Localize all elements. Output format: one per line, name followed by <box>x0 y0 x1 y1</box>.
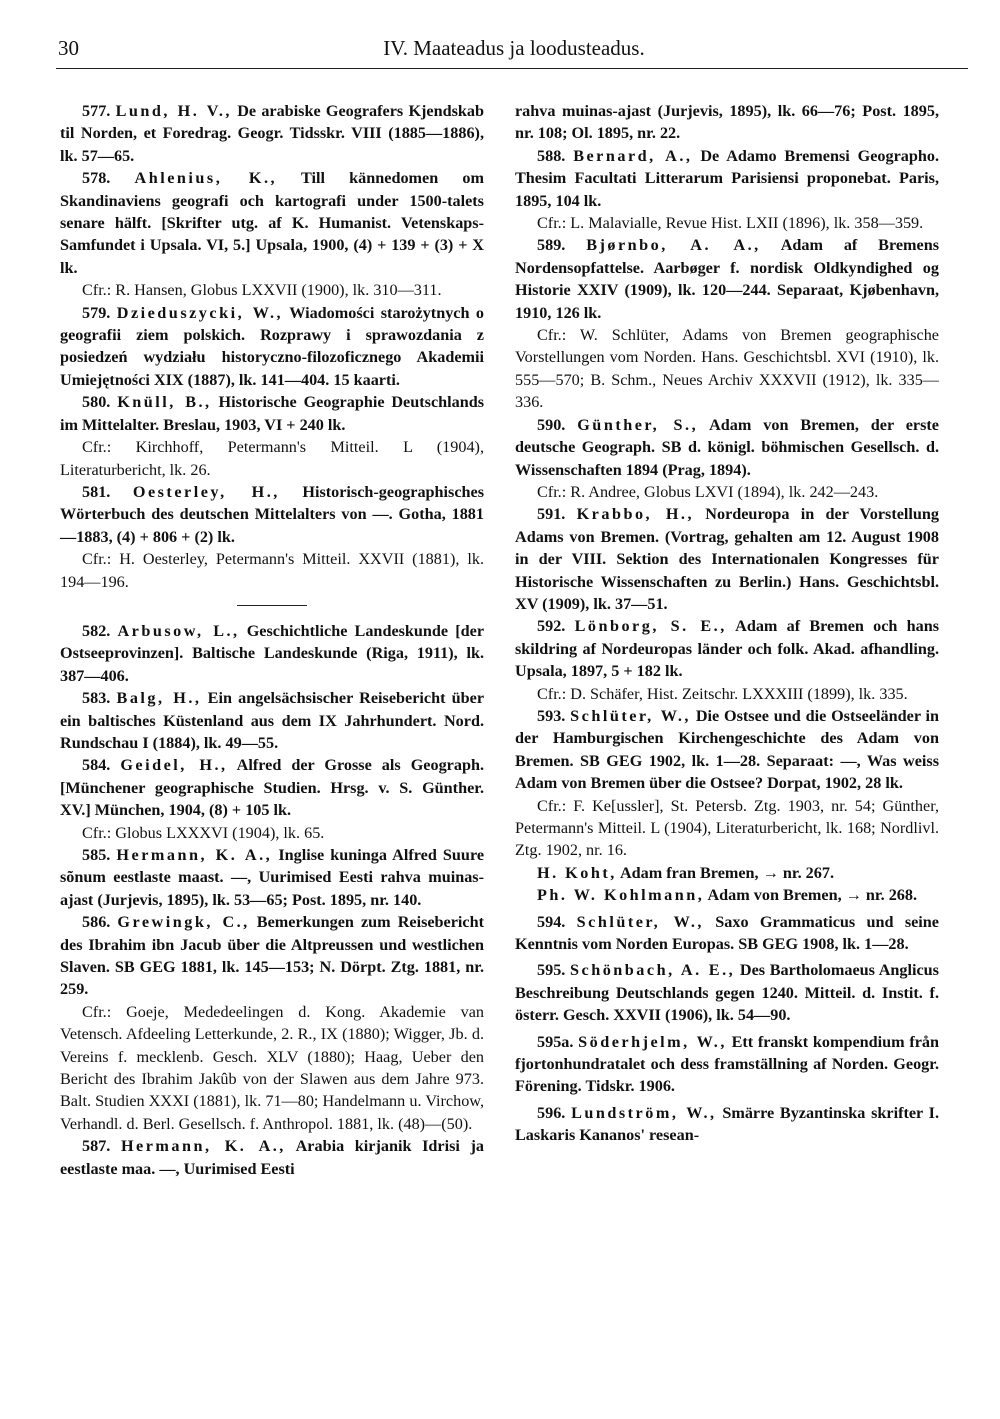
entry-number: 577. <box>82 102 111 120</box>
entry-579 <box>60 302 484 392</box>
entry-593 <box>515 705 939 862</box>
page-header <box>58 36 970 66</box>
entry-text: Geschichtliche Landeskunde [der Ostseeprovinzen]. Baltische Landeskunde (Riga, 1911), lk. 387—406. <box>60 621 485 685</box>
entry-number: 578. <box>82 169 111 188</box>
entry-cfr: Cfr.: L. Malavialle, Revue Hist. LXII (1896), lk. 358—359. <box>537 214 924 233</box>
entry-author: Ph. W. Kohlmann, <box>537 886 705 905</box>
entry-author: Geidel, H., <box>120 756 228 775</box>
entry-number: 585. <box>82 846 111 864</box>
entry-text: Bemerkungen zum Reisebericht des Ibrahim ibn Jacub über die Altpreussen und westlichen Slaven. SB GEG 1881, lk. 145—153; N. Dörpt. Ztg. 1881, nr. 259. <box>60 913 485 999</box>
entry-number: 590. <box>537 415 566 434</box>
entry-588 <box>515 145 939 235</box>
entry-text: Till kännedomen om Skandinaviens geografi och kartografi under 1500-talets senare hälft. [Skrifter utg. af K. Humanist. Vetenskaps-Samfundet i Upsala. VI, 5.] Upsala, 1900, (4) + 139 + (3) + X lk. <box>60 169 484 277</box>
entry-586 <box>60 911 484 1135</box>
left-column <box>60 100 484 1180</box>
entry-author: Balg, H., <box>116 689 202 708</box>
entry-577 <box>60 100 484 167</box>
entry-text: Adam von Bremen, → nr. 268. <box>707 886 918 905</box>
entry-author: Oesterley, H., <box>132 482 280 501</box>
entry-author: Bjørnbo, A. A., <box>586 236 761 255</box>
entry-584 <box>60 754 484 844</box>
cross-reference-koht <box>515 862 939 884</box>
entry-587 <box>60 1135 484 1180</box>
entry-number: 588. <box>537 146 566 165</box>
entry-585 <box>60 844 484 911</box>
entry-number: 584. <box>82 756 111 775</box>
entry-author: Söderhjelm, W., <box>578 1032 727 1051</box>
entry-text: Wiadomości starożytnych o geografii ziem polskich. Rozprawy i sprawozdania z posiedzeń wydziału historyczno-filozoficznego Akademii Umiejętności XIX (1887), lk. 141—404. 15 kaarti. <box>60 303 484 389</box>
entry-text: Adam fran Bremen, → nr. 267. <box>619 863 835 882</box>
right-column <box>515 100 939 1147</box>
entry-number: 579. <box>82 303 111 322</box>
entry-581 <box>60 481 484 593</box>
cross-reference-kohlmann <box>515 884 939 906</box>
entry-text: Die Ostsee und die Ostseeländer in der Hamburgischen Kirchengeschichte des Adam von Bremen. SB GEG 1902, lk. 1—28. Separaat: —, Was weiss Adam von Bremen über die Ostsee? Dorpat, 1902, 28 lk. <box>515 706 940 793</box>
entry-text: Des Bartholomaeus Anglicus Beschreibung Deutschlands gegen 1240. Mitteil. d. Instit. f. österr. Gesch. XXVII (1906), lk. 54—90. <box>515 961 939 1025</box>
entry-number: 592. <box>537 617 566 636</box>
entry-text: Adam af Bremens Nordensopfattelse. Aarbøger f. nordisk Oldkyndighed og Historie XXIV (1909), lk. 120—244. Separaat, Kjøbenhavn, 1910, 126 lk. <box>515 236 940 322</box>
entry-583 <box>60 687 484 754</box>
entry-590 <box>515 414 939 504</box>
entry-number: 587. <box>82 1137 111 1156</box>
entry-594 <box>515 911 939 956</box>
entry-number: 581. <box>82 482 111 501</box>
entry-author: Grewingk, C., <box>117 913 250 932</box>
entry-cfr: Cfr.: W. Schlüter, Adams von Bremen geographische Vorstellungen vom Norden. Hans. Geschichtsbl. XVI (1910), lk. 555—570; B. Schm., Neues Archiv XXXVII (1912), lk. 335—336. <box>515 326 939 412</box>
entry-author: Lönborg, S. E., <box>574 617 727 636</box>
entry-text: Adam von Bremen, der erste deutsche Geograph. SB d. königl. böhmischen Gesellsch. d. Wissenschaften 1894 (Prag, 1894). <box>515 415 939 479</box>
entry-595a <box>515 1031 939 1098</box>
entry-text: Adam af Bremen och hans skildring af Nordeuropas länder och folk. Akad. afhandling. Upsala, 1897, 5 + 182 lk. <box>515 617 940 681</box>
page-number: 30 <box>58 36 79 60</box>
entry-author: Lund, H. V., <box>115 102 232 120</box>
entry-cfr: Cfr.: F. Ke[ussler], St. Petersb. Ztg. 1903, nr. 54; Günther, Petermann's Mitteil. L (1904), Literaturbericht, lk. 168; Nordlivl. Ztg. 1902, nr. 16. <box>515 796 939 860</box>
entry-text: Alfred der Grosse als Geograph. [Münchener geographische Studien. Hrsg. v. S. Günther. XV.] München, 1904, (8) + 105 lk. <box>60 756 484 820</box>
entry-592 <box>515 615 939 705</box>
entry-578 <box>60 167 484 301</box>
entry-number: 586. <box>82 913 111 932</box>
running-title: IV. Maateadus ja loodusteadus. <box>383 36 645 60</box>
entry-author: Dzieduszycki, W., <box>116 303 284 322</box>
entry-587-continued <box>515 100 939 145</box>
header-rule <box>56 68 968 69</box>
entry-text: Ett franskt kompendium från fjortonhundratalet och dess framställning af Norden. Geogr. Förening. Tidskr. 1906. <box>515 1032 939 1096</box>
entry-author: Günther, S., <box>577 415 699 434</box>
entry-author: Schönbach, A. E., <box>570 961 736 980</box>
entry-author: Knüll, B., <box>117 393 212 412</box>
entry-text: Inglise kuninga Alfred Suure sõnum eestlaste maast. —, Uurimised Eesti rahva muinas-ajast (Jurjevis, 1895), lk. 53—65; Post. 1895, nr. 140. <box>60 846 485 909</box>
entry-number: 591. <box>537 505 566 524</box>
entry-number: 594. <box>537 912 566 931</box>
entry-number: 596. <box>537 1103 566 1122</box>
entry-author: Hermann, K. A., <box>116 846 273 864</box>
entry-text: Ein angelsächsischer Reisebericht über ein baltisches Küstenland aus dem IX Jahrhundert. Nord. Rundschau I (1884), lk. 49—55. <box>60 689 485 752</box>
entry-text: Nordeuropa in der Vorstellung Adams von Bremen. (Vortrag, gehalten am 12. August 1908 in der VIII. Sektion des Internationalen Kongresses für Historische Wissenschaften zu Berlin.) Hans. Geschichtsbl. XV (1909), lk. 37—51. <box>515 505 940 613</box>
entry-author: Hermann, K. A., <box>120 1137 286 1156</box>
entry-text: Arabia kirjanik Idrisi ja eestlaste maa. —, Uurimised Eesti <box>60 1137 485 1178</box>
entry-596 <box>515 1102 939 1147</box>
entry-number: 595a. <box>537 1032 574 1051</box>
entry-author: Lundström, W., <box>571 1103 717 1122</box>
entry-595 <box>515 959 939 1026</box>
entry-cfr: Cfr.: R. Andree, Globus LXVI (1894), lk. 242—243. <box>537 482 879 501</box>
entry-text: Saxo Grammaticus und seine Kenntnis vom Norden Europas. SB GEG 1908, lk. 1—28. <box>515 912 939 954</box>
entry-number: 583. <box>82 689 111 708</box>
entry-number: 580. <box>82 393 111 412</box>
entry-text: Smärre Byzantinska skrifter I. Laskaris Kananos' resean- <box>515 1103 940 1145</box>
entry-author: Krabbo, H., <box>576 505 695 524</box>
entry-cfr: Cfr.: R. Hansen, Globus LXXVII (1900), lk. 310—311. <box>82 281 442 300</box>
entry-text: Historische Geographie Deutschlands im Mittelalter. Breslau, 1903, VI + 240 lk. <box>60 393 485 434</box>
entry-text: Historisch-geographisches Wörterbuch des deutschen Mittelalters von —. Gotha, 1881—1883, (4) + 806 + (2) lk. <box>60 482 485 546</box>
entry-cfr: Cfr.: Globus LXXXVI (1904), lk. 65. <box>82 823 325 842</box>
entry-580 <box>60 391 484 481</box>
entry-author: Schlüter, W., <box>570 706 691 725</box>
entry-589 <box>515 234 939 413</box>
entry-text: De Adamo Bremensi Geographo. Thesim Facultati Litterarum Parisiensi proponebat. Paris, 1895, 104 lk. <box>515 146 940 210</box>
entry-author: Arbusow, L., <box>117 621 240 640</box>
entry-582 <box>60 620 484 687</box>
entry-cfr: Cfr.: Kirchhoff, Petermann's Mitteil. L (1904), Literaturbericht, lk. 26. <box>60 438 484 479</box>
entry-author: H. Koht, <box>537 863 617 882</box>
entry-author: Bernard, A., <box>573 146 693 165</box>
entry-591 <box>515 503 939 615</box>
entry-number: 595. <box>537 961 566 980</box>
entry-author: Schlüter, W., <box>576 912 704 931</box>
entry-author: Ahlenius, K., <box>134 169 278 188</box>
entry-cfr: Cfr.: Goeje, Mededeelingen d. Kong. Akademie van Vetensch. Afdeeling Letterkunde, 2. R., IX (1880); Wigger, Jb. d. Vereins f. mecklenb. Gesch. XLV (1880); Haag, Ueber den Bericht des Ibrahim Jakûb von der Slawen aus dem Jahre 973. Balt. Studien XXXI (1881), lk. 71—80; Handelmann u. Virchow, Verhandl. d. Berl. Gesellsch. f. Anthropol. 1881, lk. (48)—(50). <box>60 1002 484 1133</box>
entry-text: rahva muinas-ajast (Jurjevis, 1895), lk. 66—76; Post. 1895, nr. 108; Ol. 1895, nr. 22. <box>515 102 939 143</box>
entry-number: 593. <box>537 706 566 725</box>
entry-text: De arabiske Geografers Kjendskab til Norden, et Foredrag. Geogr. Tidsskr. VIII (1885—1886), lk. 57—65. <box>60 102 485 165</box>
section-divider <box>237 605 307 606</box>
entry-number: 582. <box>82 621 111 640</box>
entry-cfr: Cfr.: H. Oesterley, Petermann's Mitteil. XXVII (1881), lk. 194—196. <box>60 550 484 591</box>
entry-number: 589. <box>537 236 566 255</box>
entry-cfr: Cfr.: D. Schäfer, Hist. Zeitschr. LXXXIII (1899), lk. 335. <box>537 684 908 703</box>
